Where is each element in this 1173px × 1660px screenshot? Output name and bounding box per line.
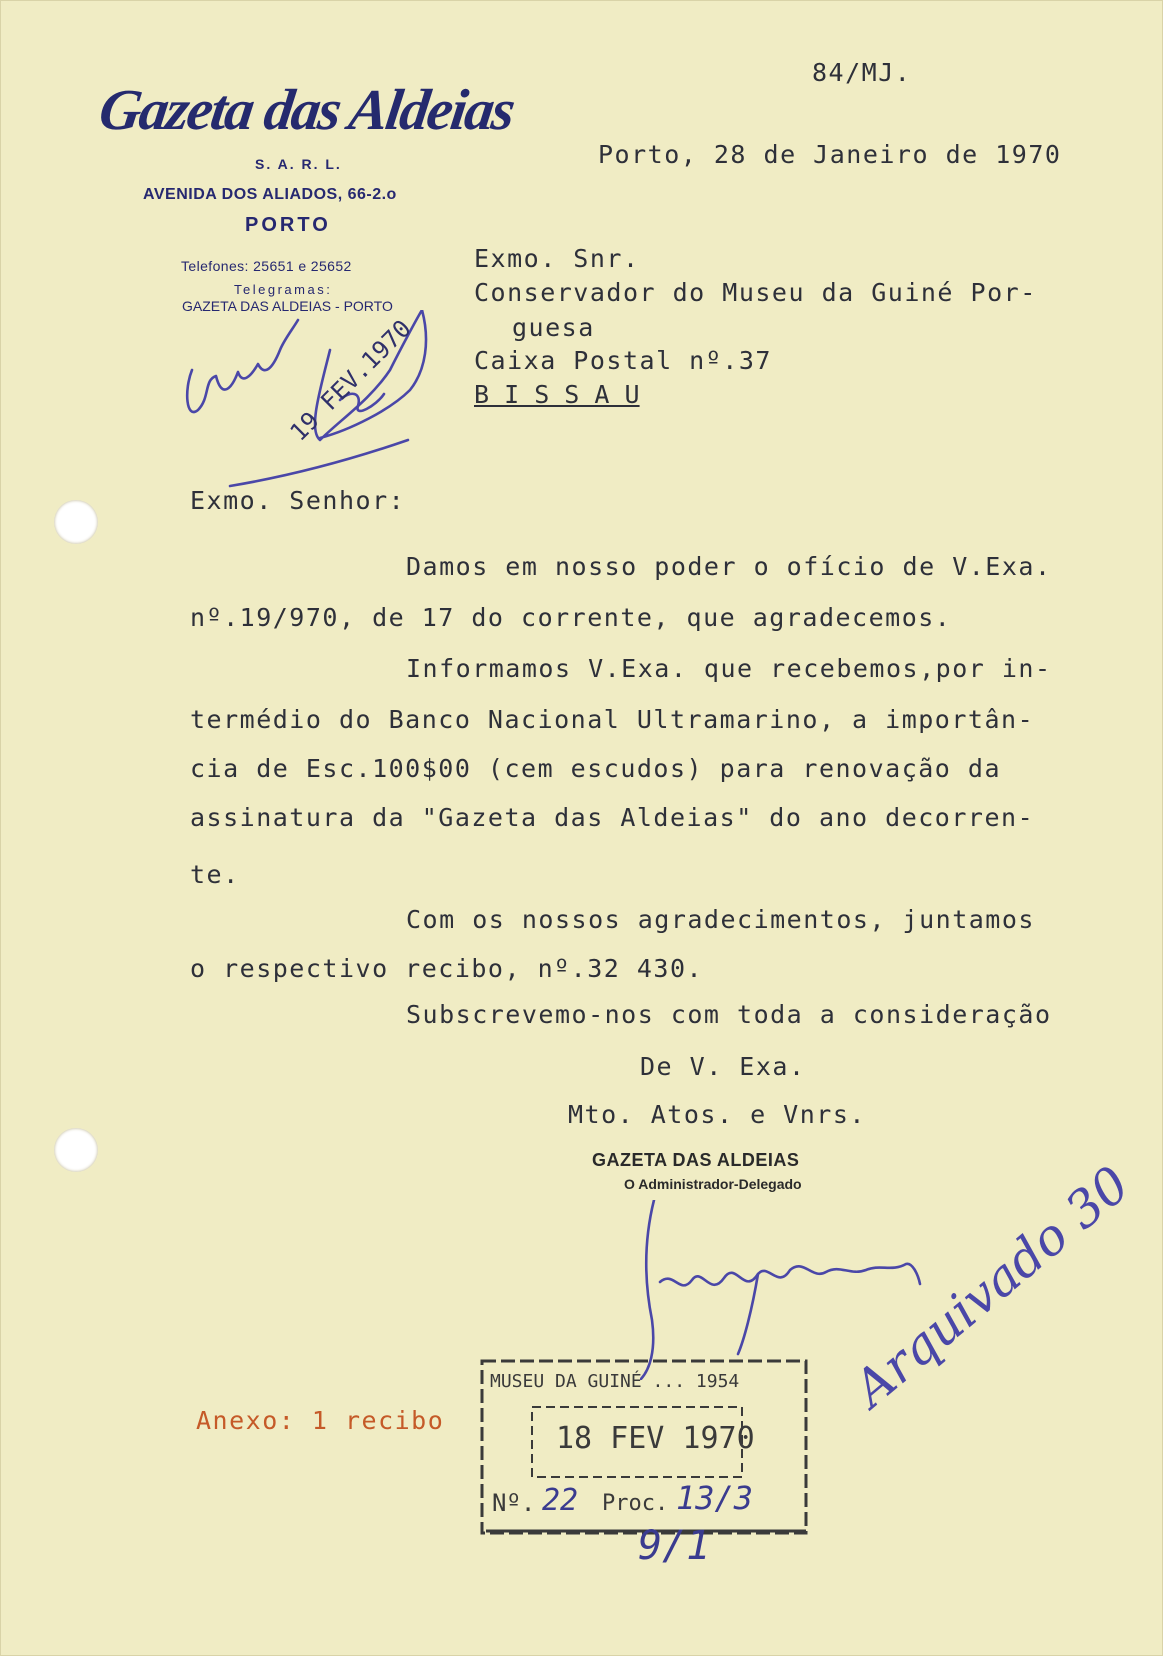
salutation: Exmo. Senhor: (190, 486, 406, 515)
archive-stamp-proc-value: 13/3 (676, 1479, 754, 1517)
archive-stamp-header: MUSEU DA GUINÉ ... 1954 (490, 1371, 740, 1392)
company-phones: Telefones: 25651 e 25652 (181, 258, 352, 274)
reference-number: 84/MJ. (812, 58, 912, 87)
recipient-line-5: B I S S A U (474, 380, 640, 409)
punch-hole-top (54, 500, 98, 544)
handwritten-annotation: Arquivado 30 (842, 1155, 1141, 1418)
recipient-line-3: guesa (512, 313, 595, 342)
company-address: AVENIDA DOS ALIADOS, 66-2.o (143, 186, 397, 203)
body-line-1: Damos em nosso poder o ofício de V.Exa. (406, 552, 1052, 581)
signature-title: O Administrador-Delegado (624, 1176, 802, 1192)
letterhead-logo: Gazeta das Aldeias (95, 77, 518, 142)
archive-stamp-handwritten: 9/1 (638, 1523, 711, 1569)
body-line-3: Informamos V.Exa. que recebemos,por in- (406, 654, 1052, 683)
archive-stamp-number-value: 22 (542, 1483, 579, 1518)
closing-line-1: De V. Exa. (640, 1052, 806, 1081)
body-line-9: o respectivo recibo, nº.32 430. (190, 954, 704, 983)
recipient-line-1: Exmo. Snr. (474, 244, 640, 273)
recipient-line-2: Conservador do Museu da Guiné Por- (474, 278, 1037, 307)
received-signature-mark (180, 310, 460, 500)
body-line-4: termédio do Banco Nacional Ultramarino, a importân- (190, 705, 1035, 734)
archive-stamp (480, 1355, 810, 1575)
signature-company: GAZETA DAS ALDEIAS (592, 1150, 800, 1170)
closing-line-2: Mto. Atos. e Vnrs. (568, 1100, 866, 1129)
place-date: Porto, 28 de Janeiro de 1970 (598, 140, 1062, 169)
telegram-address: GAZETA DAS ALDEIAS - PORTO (182, 298, 393, 314)
body-line-6: assinatura da "Gazeta das Aldeias" do ano decorren- (190, 803, 1035, 832)
attachment-note: Anexo: 1 recibo (196, 1406, 445, 1435)
body-line-8: Com os nossos agradecimentos, juntamos (406, 905, 1035, 934)
archive-stamp-date: 18 FEV 1970 (556, 1421, 755, 1456)
archive-stamp-number-label: Nº. (492, 1489, 536, 1517)
body-line-5: cia de Esc.100$00 (cem escudos) para renovação da (190, 754, 1002, 783)
telegram-label: Telegramas: (234, 282, 333, 297)
body-line-10: Subscrevemo-nos com toda a consideração (406, 1000, 1052, 1029)
company-city: PORTO (245, 214, 331, 236)
company-form: S. A. R. L. (255, 156, 342, 172)
received-date-stamp: 19 FEV.1970 (284, 314, 417, 447)
archive-stamp-proc-label: Proc. (602, 1491, 669, 1516)
punch-hole-bottom (54, 1128, 98, 1172)
body-line-2: nº.19/970, de 17 do corrente, que agradecemos. (190, 603, 952, 632)
body-line-7: te. (190, 860, 240, 889)
recipient-line-4: Caixa Postal nº.37 (474, 346, 772, 375)
